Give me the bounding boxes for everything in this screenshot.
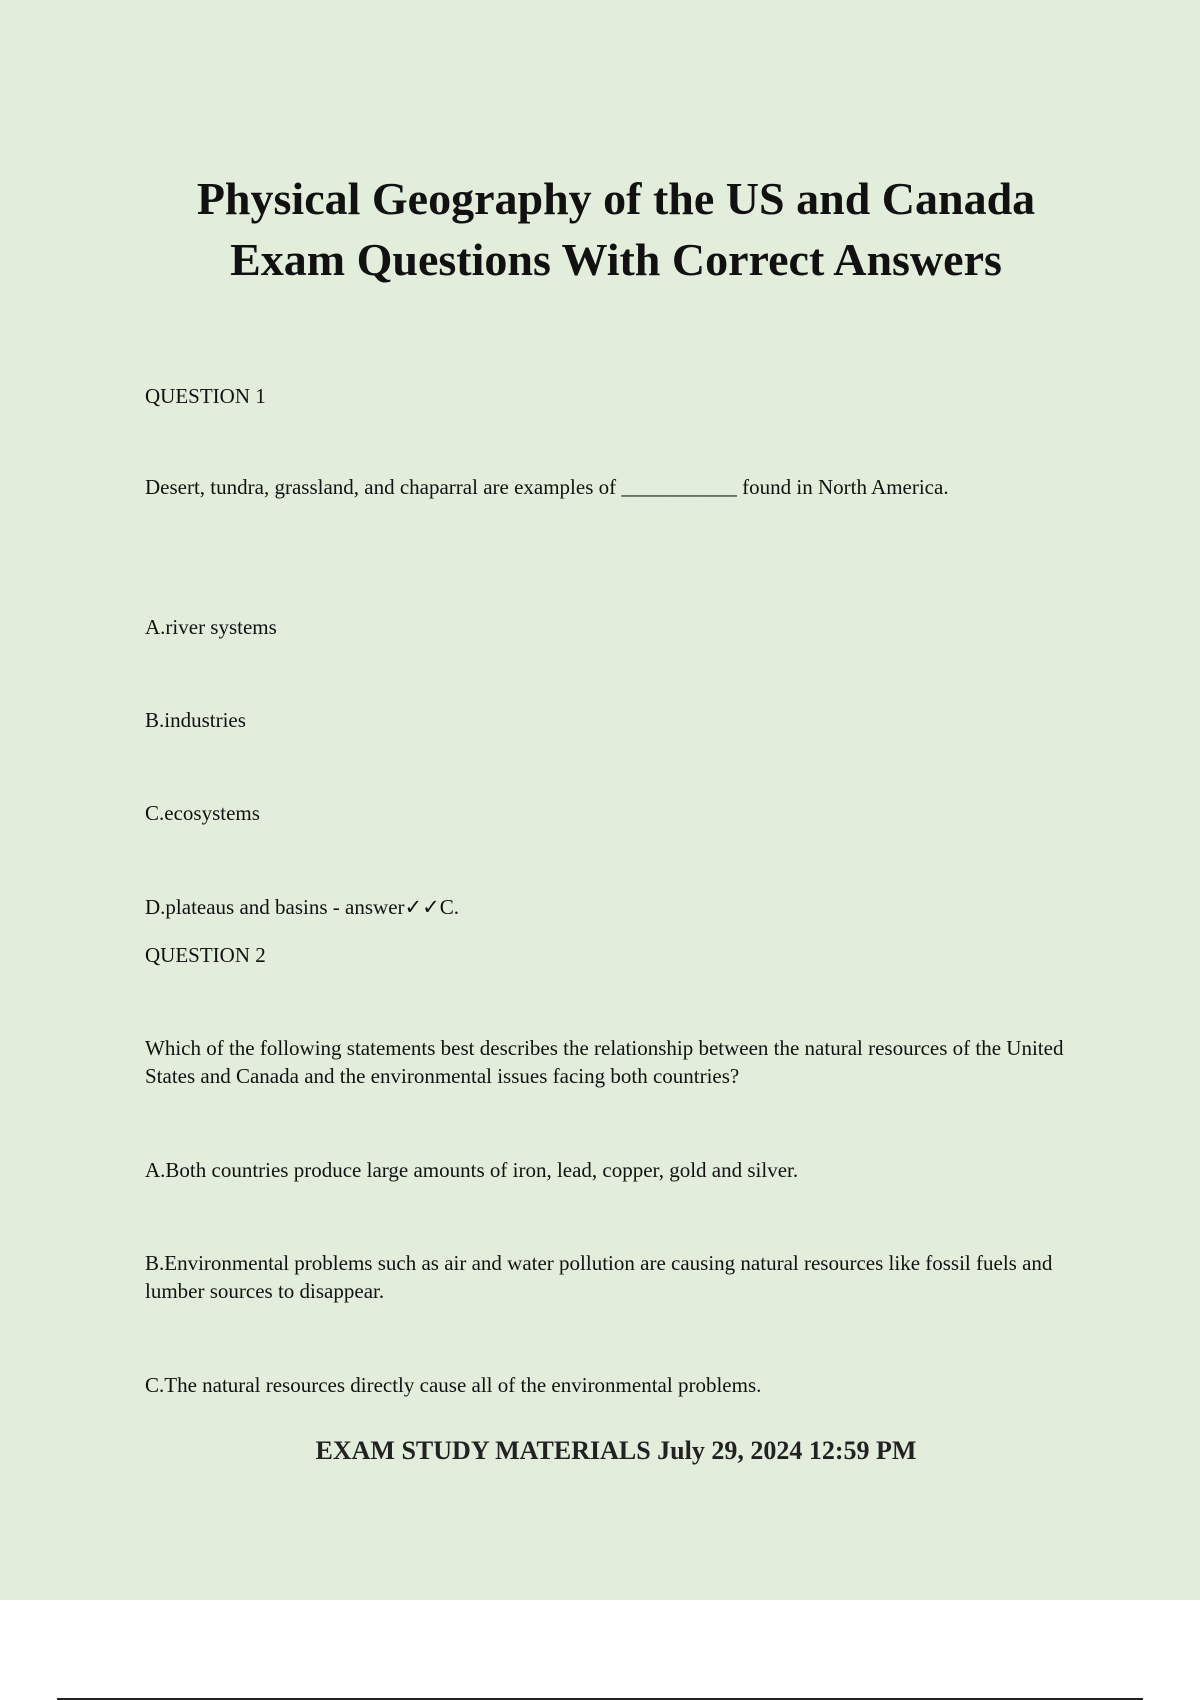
- title-line-2: Exam Questions With Correct Answers: [230, 234, 1002, 285]
- question-2-option-c: C.The natural resources directly cause all of the environmental problems.: [145, 1373, 762, 1397]
- question-2-option-b: B.Environmental problems such as air and water pollution are causing natural resources like fossil fuels and lumber sources to disappear.: [145, 1251, 1053, 1303]
- question-1-option-a: A.river systems: [145, 615, 277, 639]
- question-1-prompt: Desert, tundra, grassland, and chaparral are examples of ___________ found in North America.: [145, 475, 949, 499]
- question-1-option-d-answer: D.plateaus and basins - answer✓✓C.: [145, 895, 459, 919]
- title-line-1: Physical Geography of the US and Canada: [196, 173, 1036, 224]
- question-2-heading: QUESTION 2: [145, 943, 266, 967]
- footer-stamp: EXAM STUDY MATERIALS July 29, 2024 12:59 PM: [315, 1436, 917, 1465]
- question-2-option-a: A.Both countries produce large amounts of iron, lead, copper, gold and silver.: [145, 1158, 799, 1182]
- question-2-prompt: Which of the following statements best describes the relationship between the natural resources of the United States and Canada and the environmental issues facing both countries?: [145, 1036, 1064, 1088]
- document-title: [0, 168, 1200, 290]
- question-1-heading: QUESTION 1: [145, 384, 266, 408]
- question-1-option-b: B.industries: [145, 708, 246, 732]
- question-1-option-c: C.ecosystems: [145, 801, 260, 825]
